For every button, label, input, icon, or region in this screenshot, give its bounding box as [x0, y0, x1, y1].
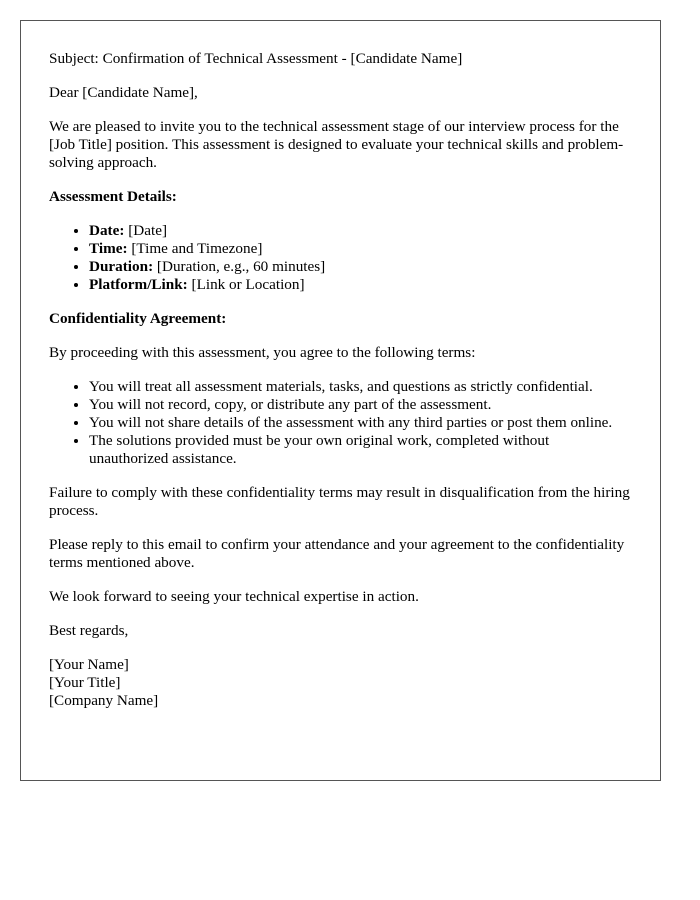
- term-item: • You will not record, copy, or distribute any part of the assessment.: [89, 396, 632, 414]
- intro-paragraph: We are pleased to invite you to the technical assessment stage of our interview process for the [Job Title] position. This assessment is designed to evaluate your technical skills and problem-solving approach.: [49, 118, 624, 171]
- detail-value: [Date]: [124, 222, 168, 239]
- assessment-details-list: [49, 222, 632, 294]
- signature-name: [Your Name]: [49, 656, 129, 673]
- detail-item-time: [89, 240, 632, 258]
- detail-label: Duration:: [89, 258, 154, 275]
- detail-value: [Duration, e.g., 60 minutes]: [153, 258, 326, 275]
- detail-item-duration: [89, 258, 632, 276]
- term-item: • You will treat all assessment materials, tasks, and questions as strictly confidential.: [89, 378, 632, 396]
- email-subject: Subject: Confirmation of Technical Assessment - [Candidate Name]: [49, 50, 463, 67]
- sign-off: Best regards,: [49, 622, 129, 639]
- letter-container: [20, 20, 661, 781]
- terms-list: [49, 378, 632, 468]
- closing-line: We look forward to seeing your technical expertise in action.: [49, 588, 419, 605]
- signature-title: [Your Title]: [49, 674, 121, 691]
- reply-request: Please reply to this email to confirm your attendance and your agreement to the confidentiality terms mentioned above.: [49, 536, 625, 571]
- assessment-details-heading: Assessment Details:: [49, 188, 177, 205]
- term-item: • The solutions provided must be your own original work, completed without unauthorized assistance.: [89, 432, 632, 468]
- detail-label: Date:: [89, 222, 125, 239]
- greeting: Dear [Candidate Name],: [49, 84, 198, 101]
- detail-value: [Time and Timezone]: [127, 240, 263, 257]
- confidentiality-heading: Confidentiality Agreement:: [49, 310, 227, 327]
- detail-value: [Link or Location]: [187, 276, 305, 293]
- detail-label: Platform/Link:: [89, 276, 188, 293]
- terms-intro: By proceeding with this assessment, you agree to the following terms:: [49, 344, 476, 361]
- failure-notice: Failure to comply with these confidentiality terms may result in disqualification from the hiring process.: [49, 484, 630, 519]
- term-item: • You will not share details of the assessment with any third parties or post them online.: [89, 414, 632, 432]
- signature-block: [49, 656, 632, 710]
- detail-item-date: [89, 222, 632, 240]
- detail-label: Time:: [89, 240, 128, 257]
- signature-company: [Company Name]: [49, 692, 159, 709]
- detail-item-platform: [89, 276, 632, 294]
